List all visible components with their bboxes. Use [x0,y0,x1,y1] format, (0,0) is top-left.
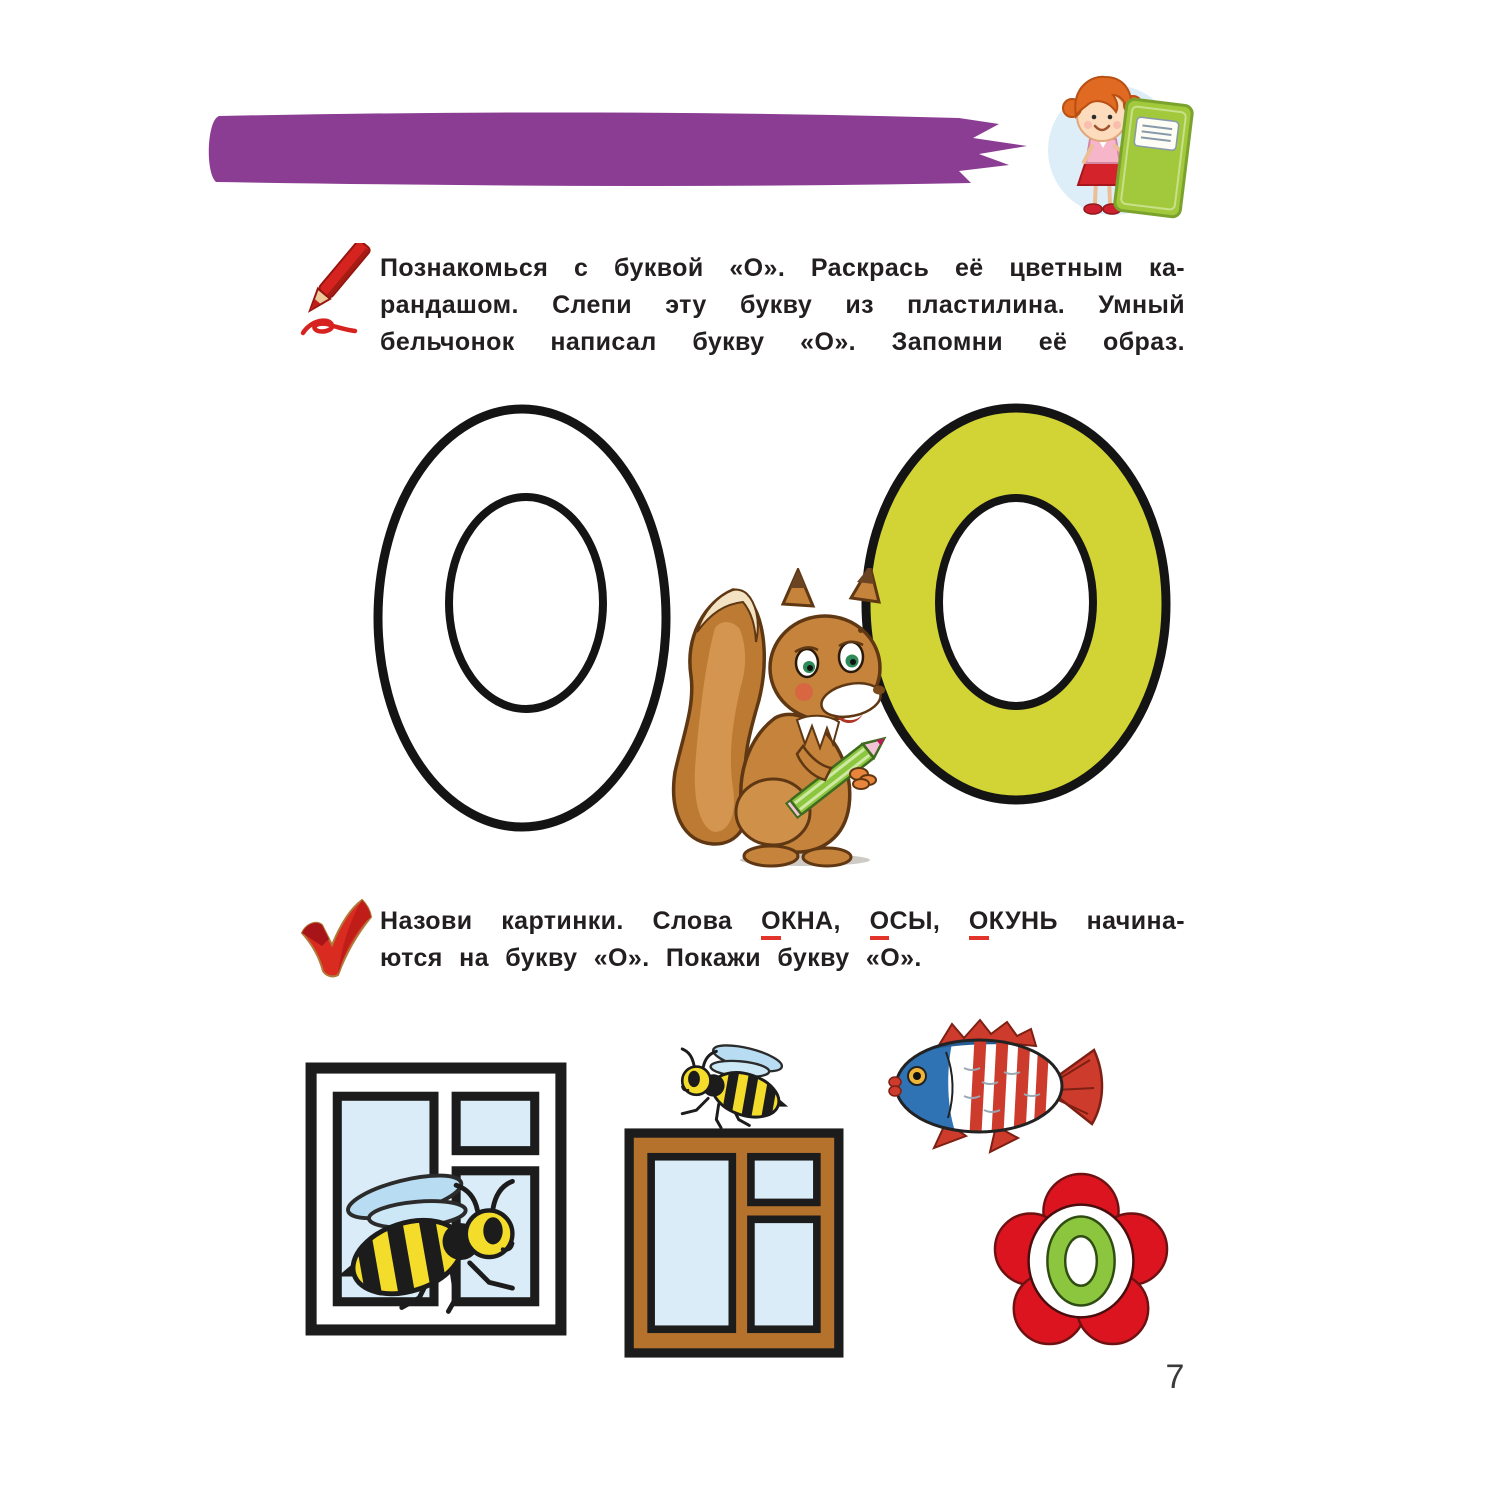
wasp-over-window-picture [614,1036,854,1358]
fish-picture [884,1016,1114,1158]
pencil-icon [295,243,375,343]
underlined-letter: О [761,907,781,940]
text-line: Познакомься с буквой «О». Раскрась её цветным ка- [380,254,1185,282]
wasp-icon [648,1036,800,1136]
text-segment: Назови картинки. Слова [380,907,762,935]
squirrel-illustration [655,568,890,868]
page-number: 7 [1165,1358,1185,1396]
green-book [1114,98,1193,217]
window-icon [618,1128,850,1358]
letter-o-colored [860,402,1172,806]
text-line: рандашом. Слепи эту букву из пластилина. Умный [380,291,1185,319]
underlined-letter: О [870,907,890,940]
text-line [380,903,1185,940]
window-with-wasps-picture [303,1062,569,1336]
text-segment: КНА, [780,907,870,935]
checkmark-icon [296,893,372,981]
header-band [203,108,1048,190]
text-line: бельчонок написал букву «О». Запомни её образ. [380,328,1185,356]
letter-o-outline [372,403,672,833]
text-segment: КУНЬ начина- [988,907,1185,935]
underlined-letter: О [969,907,989,940]
flower-with-letter-o-picture [992,1166,1170,1352]
text-line: ются на букву «О». Покажи букву «О». [380,944,922,972]
girl-with-book-icon [1038,62,1198,222]
text-segment: СЫ, [889,907,969,935]
task2-text [380,903,1185,977]
task1-text [380,250,1185,361]
wasp-icon [321,1160,566,1325]
